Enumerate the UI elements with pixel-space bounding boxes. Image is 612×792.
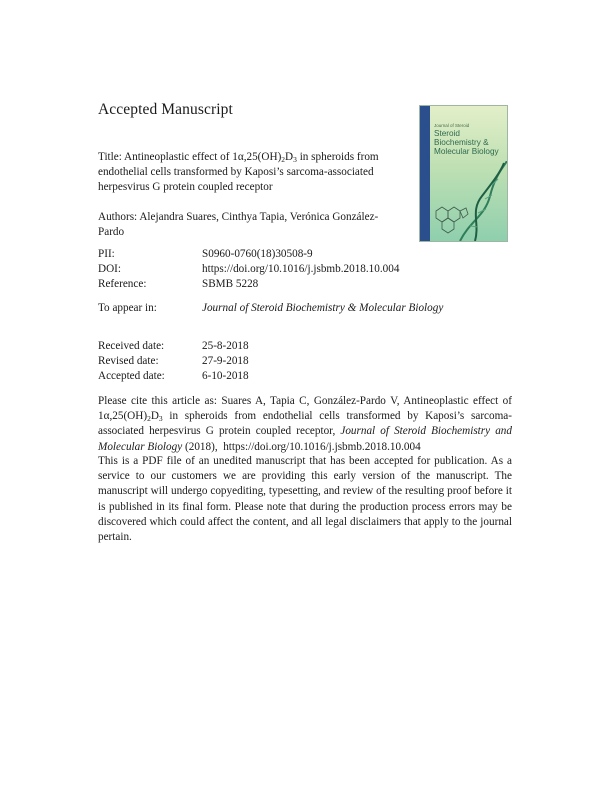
appear-row <box>98 301 443 316</box>
revised-value: 27-9-2018 <box>202 355 249 368</box>
journal-cover-image <box>419 105 508 242</box>
citation-journal: Journal of Steroid Biochemistry and Molecular Biology <box>98 425 512 453</box>
citation-subscript-2: 2 <box>147 414 151 424</box>
cover-dna-steroid-art <box>430 161 507 241</box>
citation-text-end: (2018), https://doi.org/10.1016/j.jsbmb.2018.10.004 <box>182 440 421 453</box>
authors-names: Alejandra Suares, Cinthya Tapia, Verónica González-Pardo <box>98 211 379 239</box>
title-subscript-3: 3 <box>293 155 297 164</box>
citation-text-mid: in spheroids from endothelial cells transformed by Kaposi’s sarcoma-associated herpesvirus G protein coupled receptor, <box>98 410 512 438</box>
revised-label: Revised date: <box>98 355 159 368</box>
to-appear-in <box>98 301 443 316</box>
page-title: Accepted Manuscript <box>98 101 233 118</box>
reference-label: Reference: <box>98 278 147 291</box>
title-subscript-2: 2 <box>281 155 286 164</box>
identifier-row <box>98 262 399 277</box>
appear-label: To appear in: <box>98 302 157 314</box>
cover-title: Steroid Biochemistry & Molecular Biology <box>434 129 499 156</box>
doi-link[interactable]: https://doi.org/10.1016/j.jsbmb.2018.10.004 <box>202 263 400 276</box>
date-row <box>98 339 249 354</box>
citation-text-d: D <box>150 410 159 423</box>
citation-subscript-3: 3 <box>158 414 163 424</box>
accepted-label: Accepted date: <box>98 370 165 383</box>
title-text-end: in spheroids from endothelial cells transformed by Kaposi’s sarcoma-associated herpesvirus G protein coupled receptor <box>98 151 379 194</box>
title-label: Title: <box>98 151 122 163</box>
title-text-start: Antineoplastic effect of 1α,25(OH) <box>124 151 282 163</box>
authors <box>98 210 398 240</box>
identifiers <box>98 247 399 293</box>
cover-kicker: Journal of Steroid <box>434 123 470 128</box>
citation-text-start: Please cite this article as: Suares A, Tapia C, González-Pardo V, Antineoplastic effect of 1α,25(OH) <box>98 395 512 423</box>
dates <box>98 339 249 385</box>
reference-value: SBMB 5228 <box>202 278 259 291</box>
citation-paragraph <box>98 394 512 455</box>
identifier-row <box>98 277 399 292</box>
date-row <box>98 369 249 384</box>
date-row <box>98 354 249 369</box>
accepted-value: 6-10-2018 <box>202 370 249 383</box>
received-label: Received date: <box>98 340 165 352</box>
received-value: 25-8-2018 <box>202 340 249 352</box>
disclaimer-paragraph: This is a PDF file of an unedited manuscript that has been accepted for publication. As a service to our customers we are providing this early version of the manuscript. The manuscript will undergo copyediting, typesetting, and review of the resulting proof before it is published in its final form. Please note that during the production process errors may be discovered which could affect the content, and all legal disclaimers that apply to the journal pertain. <box>98 455 512 544</box>
pii-value: S0960-0760(18)30508-9 <box>202 248 313 260</box>
article-title <box>98 150 398 196</box>
journal-name: Journal of Steroid Biochemistry & Molecular Biology <box>202 302 444 314</box>
title-text-d: D <box>285 151 294 163</box>
pii-label: PII: <box>98 248 115 260</box>
identifier-row <box>98 247 399 262</box>
authors-label: Authors: <box>98 211 138 223</box>
cover-side-band <box>420 106 430 241</box>
doi-label: DOI: <box>98 263 121 276</box>
